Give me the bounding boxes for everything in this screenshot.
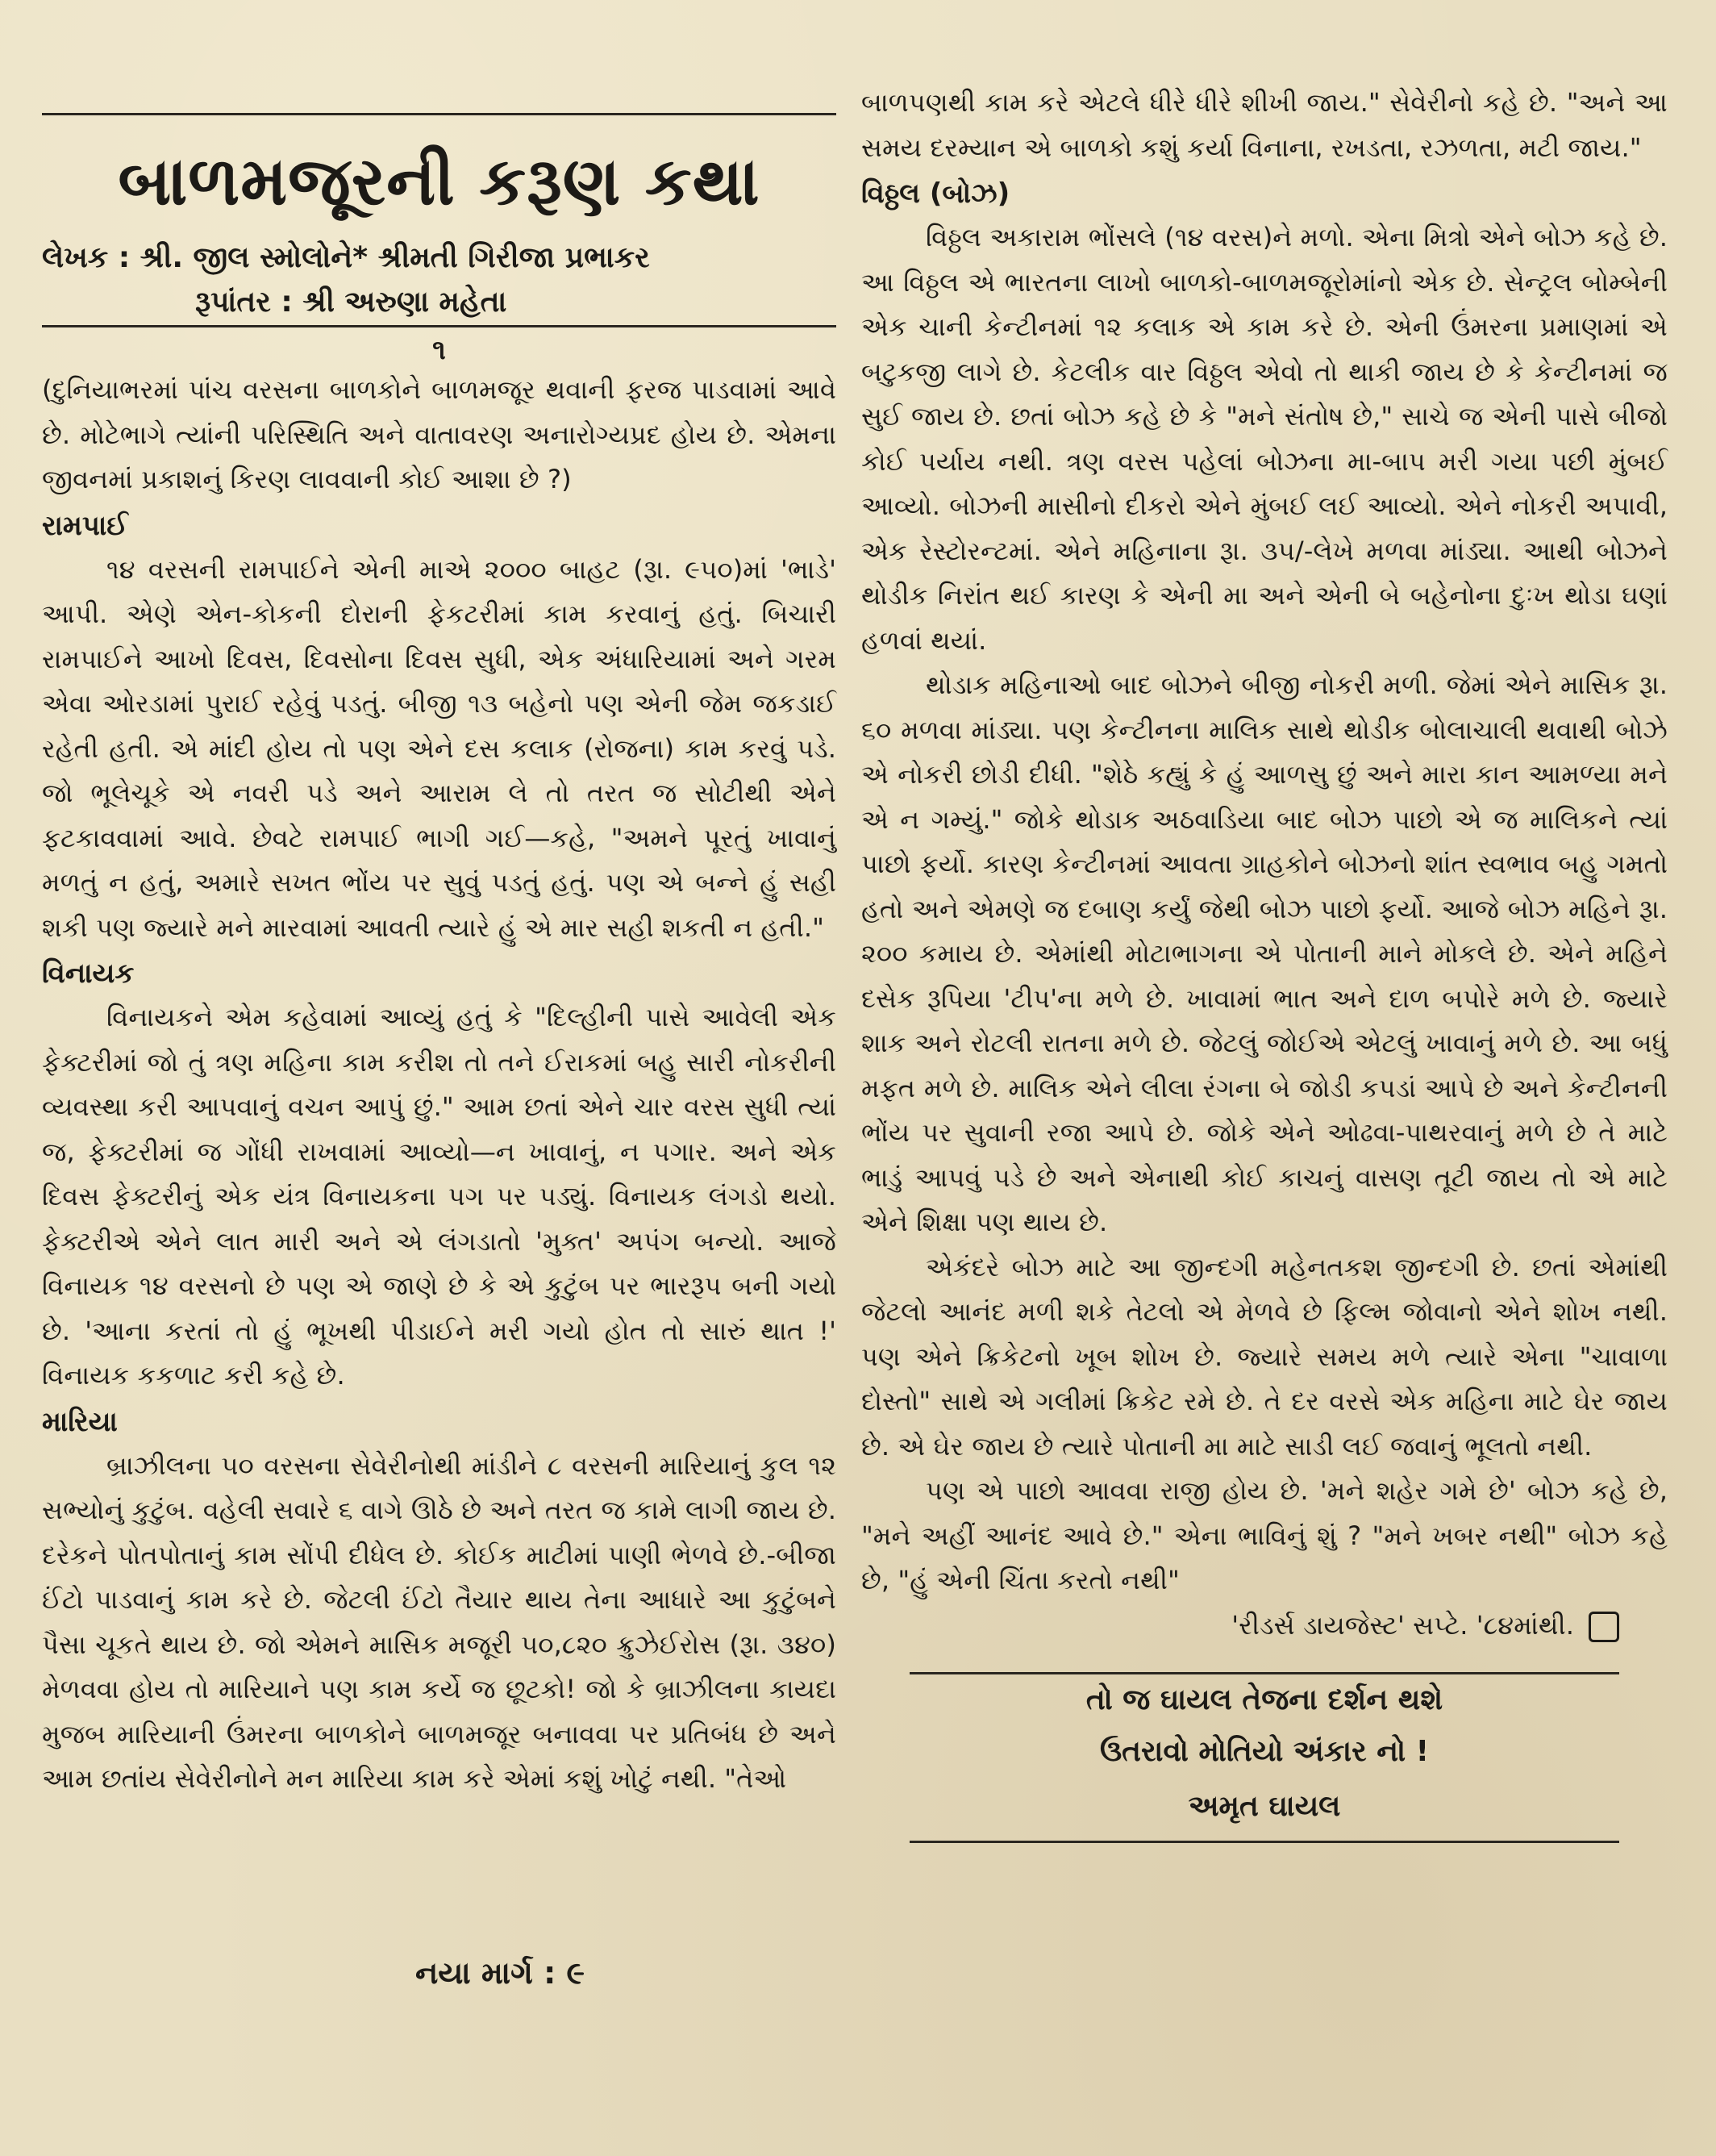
verse-bottom-rule (910, 1841, 1619, 1843)
vitthal-paragraph-3: એકંદરે બોઝ માટે આ જીન્દગી મહેનતકશ જીન્દગી છે. છતાં એમાંથી જેટલો આનંદ મળી શકે તેટલો એ મેળવે છે ફિલ્મ જોવાનો એને શોખ નથી. પણ એને ક્રિકેટનો ખૂબ શોખ છે. જ્યારે સમય મળે ત્યારે એના "ચાવાળા દોસ્તો" સાથે એ ગલીમાં ક્રિકેટ રમે છે. તે દર વરસે એક મહિના માટે ઘેર જાય છે. એ ઘેર જાય છે ત્યારે પોતાની મા માટે સાડી લઈ જવાનું ભૂલતો નથી. (861, 1251, 1668, 1462)
mariya-paragraph: બ્રાઝીલના ૫૦ વરસના સેવેરીનોથી માંડીને ૮ વરસની મારિયાનું કુલ ૧૨ સભ્યોનું કુટુંબ. વહેલી સવારે ૬ વાગે ઊઠે છે અને તરત જ કામે લાગી જાય છે. દરેકને પોતપોતાનું કામ સોંપી દીધેલ છે. કોઈક માટીમાં પાણી ભેળવે છે.-બીજા ઈંટો પાડવાનું કામ કરે છે. જેટલી ઈંટો તૈયાર થાય તેના આધારે આ કુટુંબને પૈસા ચૂકતે થાય છે. જો એમને માસિક મજૂરી ૫૦,૮૨૦ ક્રુઝેઈરોસ (રૂા. ૩૪૦) મેળવવા હોય તો મારિયાને પણ કામ કર્યે જ છૂટકો! જો કે બ્રાઝીલના કાયદા મુજબ મારિયાની ઉંમરના બાળકોને બાળમજૂર બનાવવા પર પ્રતિબંધ છે અને આમ છતાંય સેવેરીનોને મન મારિયા કામ કરે એમાં કશું ખોટું નથી. "તેઓ (42, 1449, 836, 1795)
vitthal-paragraph-1: વિઠ્ઠલ અકારામ ભોંસલે (૧૪ વરસ)ને મળો. એના મિત્રો એને બોઝ કહે છે. આ વિઠ્ઠલ એ ભારતના લાખો બાળકો-બાળમજૂરોમાંનો એક છે. સેન્ટ્રલ બોમ્બેની એક ચાની કેન્ટીનમાં ૧૨ કલાક એ કામ કરે છે. એની ઉંમરના પ્રમાણમાં એ બટુકજી લાગે છે. કેટલીક વાર વિઠ્ઠલ એવો તો થાકી જાય છે કે કેન્ટીનમાં જ સુઈ જાય છે. છતાં બોઝ કહે છે કે "મને સંતોષ છે," સાચે જ એની પાસે બીજો કોઈ પર્યાય નથી. ત્રણ વરસ પહેલાં બોઝના મા-બાપ મરી ગયા પછી મુંબઈ આવ્યો. બોઝની માસીનો દીકરો એને મુંબઈ લઈ આવ્યો. એને નોકરી અપાવી, એક રેસ્ટોરન્ટમાં. એને મહિનાના રૂા. ૩૫/-લેખે મળવા માંડ્યા. આથી બોઝને થોડીક નિરાંત થઈ કારણ કે એની મા અને એની બે બહેનોના દુઃખ થોડા ઘણાં હળવાં થયાં. (861, 222, 1668, 656)
vitthal-paragraph-2: થોડાક મહિનાઓ બાદ બોઝને બીજી નોકરી મળી. જેમાં એને માસિક રૂા. ૬૦ મળવા માંડ્યા. પણ કેન્ટીનના માલિક સાથે થોડીક બોલાચાલી થવાથી બોઝે એ નોકરી છોડી દીધી. "શેઠે કહ્યું કે હું આળસુ છું અને મારા કાન આમળ્યા મને એ ન ગમ્યું." જોકે થોડાક અઠવાડિયા બાદ બોઝ પાછો એ જ માલિકને ત્યાં પાછો ફર્યો. કારણ કેન્ટીનમાં આવતા ગ્રાહકોને બોઝનો શાંત સ્વભાવ બહુ ગમતો હતો અને એમણે જ દબાણ કર્યું જેથી બોઝ પાછો ફર્યો. આજે બોઝ મહિને રૂા. ૨૦૦ કમાય છે. એમાંથી મોટાભાગના એ પોતાની માને મોકલે છે. એને મહિને દસેક રૂપિયા 'ટીપ'ના મળે છે. ખાવામાં ભાત અને દાળ બપોરે મળે છે. જ્યારે શાક અને રોટલી રાતના મળે છે. જેટલું જોઈએ એટલું ખાવાનું મળે છે. આ બધું મફત મળે છે. માલિક એને લીલા રંગના બે જોડી કપડાં આપે છે અને કેન્ટીનની ભોંય પર સુવાની રજા આપે છે. જોકે એને ઓઢવા-પાથરવાનું મળે છે તે માટે ભાડું આપવું પડે છે અને એનાથી કોઈ કાચનું વાસણ તૂટી જાય તો એ માટે એને શિક્ષા પણ થાય છે. (861, 669, 1668, 1237)
author-line: લેખક : શ્રી. જીલ સ્મોલોને* શ્રીમતી ગિરીજા પ્રભાકર (42, 240, 650, 274)
verse-line-2: ઉતરાવો મોતિયો અંકાર નો ! (1099, 1735, 1430, 1768)
title-top-rule (42, 113, 836, 115)
mariya-heading: મારિયા (42, 1405, 118, 1438)
vinayak-paragraph: વિનાયકને એમ કહેવામાં આવ્યું હતું કે "દિલ્હીની પાસે આવેલી એક ફેક્ટરીમાં જો તું ત્રણ મહિના કામ કરીશ તો તને ઈરાકમાં બહુ સારી નોકરીની વ્યવસ્થા કરી આપવાનું વચન આપું છું." આમ છતાં એને ચાર વરસ સુધી ત્યાં જ, ફેક્ટરીમાં જ ગોંધી રાખવામાં આવ્યો—ન ખાવાનું, ન પગાર. અને એક દિવસ ફેક્ટરીનું એક યંત્ર વિનાયકના પગ પર પડ્યું. વિનાયક લંગડો થયો. ફેક્ટરીએ એને લાત મારી અને એ લંગડાતો 'મુક્ત' અપંગ બન્યો. આજે વિનાયક ૧૪ વરસનો છે પણ એ જાણે છે કે એ કુટુંબ પર ભારરૂપ બની ગયો છે. 'આના કરતાં તો હું ભૂખથી પીડાઈને મરી ગયો હોત તો સારું થાત !' વિનાયક કકળાટ કરી કહે છે. (42, 1002, 836, 1391)
end-box-icon (1589, 1612, 1619, 1642)
left-column (42, 113, 836, 1802)
source-credit-line (861, 1603, 1668, 1649)
page-footer: નયા માર્ગ : ૯ (414, 1955, 585, 1991)
vitthal-heading: વિઠ્ઠલ (બોઝ) (861, 177, 1010, 210)
title-bottom-rule (42, 325, 836, 327)
right-column (861, 81, 1668, 1843)
rampai-paragraph: ૧૪ વરસની રામપાઈને એની માએ ૨૦૦૦ બાહટ (રૂા. ૯૫૦)માં 'ભાડે' આપી. એણે એન-કોકની દોરાની ફેકટરીમાં કામ કરવાનું હતું. બિચારી રામપાઈને આખો દિવસ, દિવસોના દિવસ સુધી, એક અંધારિયામાં અને ગરમ એવા ઓરડામાં પુરાઈ રહેવું પડતું. બીજી ૧૩ બહેનો પણ એની જેમ જકડાઈ રહેતી હતી. એ માંદી હોય તો પણ એને દસ કલાક (રોજના) કામ કરવું પડે. જો ભૂલેચૂકે એ નવરી પડે અને આરામ લે તો તરત જ સોટીથી એને ફટકાવવામાં આવે. છેવટે રામપાઈ ભાગી ગઈ—કહે, "અમને પૂરતું ખાવાનું મળતું ન હતું, અમારે સખત ભોંય પર સુવું પડતું હતું. પણ એ બન્ને હું સહી શકી પણ જ્યારે મને મારવામાં આવતી ત્યારે હું એ માર સહી શકતી ન હતી." (42, 553, 836, 943)
vinayak-heading: વિનાયક (42, 957, 135, 990)
rampai-heading: રામપાઈ (42, 509, 128, 542)
translator-line: રૂપાંતર : શ્રી અરુણા મહેતા (195, 286, 507, 319)
article-title: બાળમજૂરની કરૂણ કથા (118, 144, 760, 220)
section-number: ૧ (432, 334, 446, 367)
verse-author: અમૃત ઘાયલ (1188, 1790, 1341, 1823)
verse-line-1: તો જ ઘાયલ તેજના દર્શન થશે (1085, 1683, 1443, 1716)
source-credit: 'રીડર્સ ડાયજેસ્ટ' સપ્ટે. '૮૪માંથી. (1231, 1609, 1574, 1641)
vitthal-paragraph-4: પણ એ પાછો આવવા રાજી હોય છે. 'મને શહેર ગમે છે' બોઝ કહે છે, "મને અહીં આનંદ આવે છે." એના ભાવિનું શું ? "મને ખબર નથી" બોઝ કહે છે, "હું એની ચિંતા કરતો નથી" (861, 1475, 1668, 1595)
intro-paragraph: (દુનિયાભરમાં પાંચ વરસના બાળકોને બાળમજૂર થવાની ફરજ પાડવામાં આવે છે. મોટેભાગે ત્યાંની પરિસ્થિતિ અને વાતાવરણ અનારોગ્યપ્રદ હોય છે. એમના જીવનમાં પ્રકાશનું કિરણ લાવવાની કોઈ આશા છે ?) (42, 374, 836, 495)
continued-paragraph: બાળપણથી કામ કરે એટલે ધીરે ધીરે શીખી જાય." સેવેરીનો કહે છે. "અને આ સમય દરમ્યાન એ બાળકો કશું કર્યા વિનાના, રખડતા, રઝળતા, મટી જાય." (861, 87, 1668, 163)
